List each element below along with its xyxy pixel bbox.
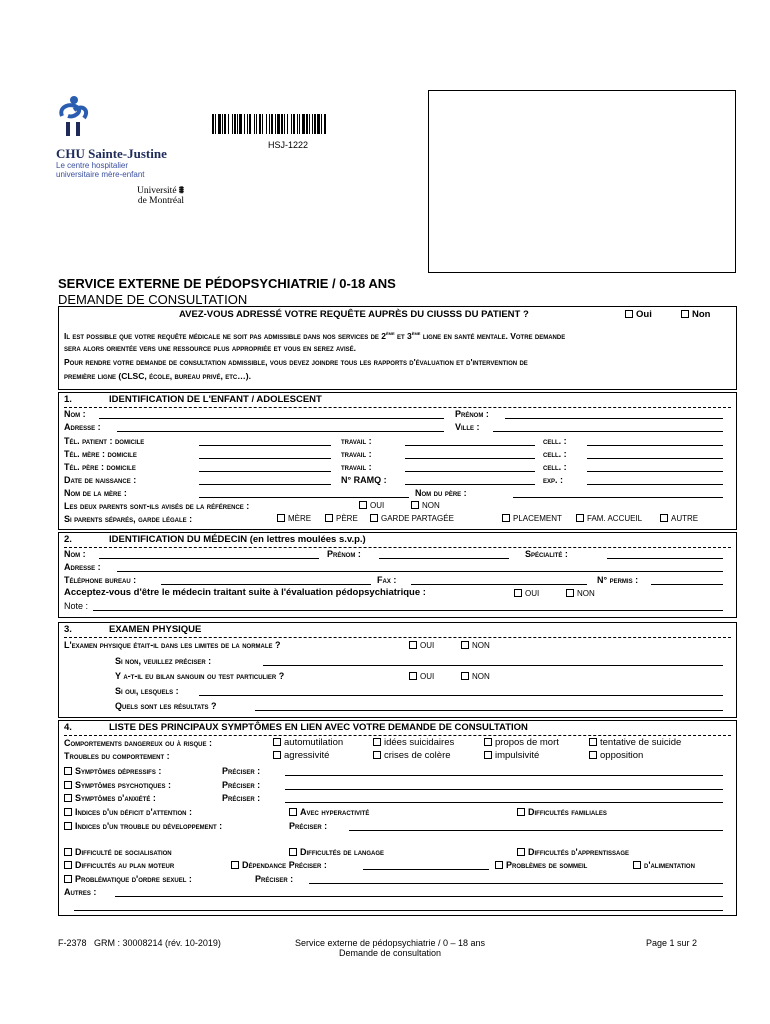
intro-paragraph2-line2: première ligne (CLSC, école, bureau privé, etc…).	[64, 371, 251, 381]
checkbox[interactable]	[64, 822, 72, 830]
autres-label: Autres :	[64, 887, 97, 897]
child-adresse-field[interactable]	[117, 431, 444, 432]
tel-mere-cell-label: cell. :	[543, 449, 567, 459]
exam-preciser-field[interactable]	[263, 665, 723, 666]
checkbox[interactable]	[517, 848, 525, 856]
barcode-bar	[249, 114, 251, 134]
checkbox[interactable]	[289, 848, 297, 856]
checkbox[interactable]	[231, 861, 239, 869]
checkbox[interactable]	[625, 310, 633, 318]
checkbox[interactable]	[373, 751, 381, 759]
barcode-bar	[312, 114, 313, 134]
doctor-tel-label: Téléphone bureau :	[64, 575, 137, 585]
bilan-resultats-field[interactable]	[255, 710, 723, 711]
checkbox[interactable]	[589, 751, 597, 759]
medecin-traitant-non[interactable]: NON	[566, 589, 595, 599]
section-divider	[64, 407, 731, 408]
barcode-bar	[215, 114, 216, 134]
doctor-specialite-label: Spécialité :	[525, 549, 568, 559]
section-divider	[64, 735, 731, 736]
garde-fam-accueil[interactable]: FAM. ACCUEIL	[576, 514, 642, 524]
ciusss-oui-option[interactable]: Oui	[625, 310, 652, 320]
barcode-bar	[237, 114, 238, 134]
barcode-bar	[314, 114, 316, 134]
checkbox[interactable]	[514, 589, 522, 597]
footer-title-line1: Service externe de pédopsychiatrie / 0 – 18 ans	[294, 938, 486, 948]
barcode-bar	[309, 114, 310, 134]
barcode-bar	[222, 114, 223, 134]
checkbox[interactable]	[461, 641, 469, 649]
section3-number: 3.	[64, 624, 72, 635]
exp-field[interactable]	[587, 484, 723, 485]
doctor-adresse-field[interactable]	[117, 571, 723, 572]
section1-number: 1.	[64, 394, 72, 405]
section2-number: 2.	[64, 534, 72, 545]
chu-logo-icon	[56, 92, 96, 144]
barcode-bar	[317, 114, 320, 134]
checkbox[interactable]	[566, 589, 574, 597]
alimentation-option[interactable]: d'alimentation	[633, 860, 695, 870]
barcode-bar	[269, 114, 270, 134]
checkbox[interactable]	[411, 501, 419, 509]
tel-pere-travail-label: travail :	[341, 462, 372, 472]
footer-form-number: F-2378 GRM : 30008214 (rév. 10-2019)	[58, 938, 221, 948]
checkbox[interactable]	[273, 738, 281, 746]
parents-avises-oui[interactable]: OUI	[359, 501, 384, 511]
tel-patient-travail-field[interactable]	[405, 445, 535, 446]
nom-pere-label: Nom du père :	[415, 488, 467, 498]
tel-pere-cell-field[interactable]	[587, 471, 723, 472]
tel-patient-label: Tél. patient : domicile	[64, 436, 145, 446]
autres-field-line1[interactable]	[115, 896, 723, 897]
dependance-preciser-field[interactable]	[363, 869, 489, 870]
barcode-bar	[275, 114, 276, 134]
doctor-permis-label: N° permis :	[597, 575, 639, 585]
child-prenom-field[interactable]	[505, 418, 723, 419]
socialisation-option[interactable]: Difficulté de socialisation	[64, 847, 172, 857]
depressifs-preciser-field[interactable]	[285, 775, 723, 776]
exam-normal-question: L'examen physique était-il dans les limites de la normale ?	[64, 640, 281, 650]
barcode-bar	[281, 114, 283, 134]
tel-pere-label: Tél. père : domicile	[64, 462, 136, 472]
form-code: HSJ-1222	[268, 140, 309, 150]
child-ville-label: Ville :	[455, 422, 480, 432]
dependance-option[interactable]: Dépendance Préciser :	[231, 860, 327, 870]
checkbox[interactable]	[409, 641, 417, 649]
psychotiques-preciser-label: Préciser :	[222, 780, 261, 790]
doctor-fax-label: Fax :	[377, 575, 397, 585]
barcode-bar	[232, 114, 233, 134]
barcode-bar	[262, 114, 263, 134]
sexuel-preciser-field[interactable]	[309, 883, 723, 884]
intro-section	[58, 306, 737, 390]
checkbox[interactable]	[461, 672, 469, 680]
ramq-label: N° RAMQ :	[341, 475, 387, 485]
garde-legale-label: Si parents séparés, garde légale :	[64, 514, 193, 524]
depressifs-option[interactable]: Symptômes dépressifs :	[64, 766, 161, 776]
checkbox[interactable]	[502, 514, 510, 522]
barcode-bar	[234, 114, 236, 134]
barcode-bar	[321, 114, 322, 134]
tentative-suicide-option[interactable]: tentative de suicide	[589, 738, 681, 748]
barcode-bar	[218, 114, 221, 134]
section4-number: 4.	[64, 722, 72, 733]
bilan-lesquels-field[interactable]	[199, 695, 723, 696]
chu-subtitle-line2: universitaire mère-enfant	[56, 170, 145, 179]
section-divider	[64, 547, 731, 548]
bilan-oui[interactable]: OUI	[409, 672, 434, 682]
barcode-bar	[271, 114, 273, 134]
tel-patient-travail-label: travail :	[341, 436, 372, 446]
barcode-bar	[277, 114, 280, 134]
deficit-attention-option[interactable]: Indices d'un déficit d'attention :	[64, 807, 192, 817]
checkbox[interactable]	[64, 875, 72, 883]
barcode-bar	[287, 114, 288, 134]
page-subtitle: DEMANDE DE CONSULTATION	[58, 292, 248, 307]
doctor-specialite-field[interactable]	[607, 558, 723, 559]
udem-logo	[110, 186, 184, 206]
checkbox[interactable]	[64, 794, 72, 802]
tel-patient-cell-field[interactable]	[587, 445, 723, 446]
tel-pere-cell-label: cell. :	[543, 462, 567, 472]
bilan-question: Y a-t-il eu bilan sanguin ou test particulier ?	[115, 671, 285, 681]
checkbox[interactable]	[495, 861, 503, 869]
troubles-comportement-label: Troubles du comportement :	[64, 751, 170, 761]
exam-normal-oui[interactable]: OUI	[409, 641, 434, 651]
garde-mere[interactable]: MÈRE	[277, 514, 311, 524]
barcode-bar	[256, 114, 257, 134]
checkbox[interactable]	[64, 808, 72, 816]
child-nom-field[interactable]	[99, 418, 444, 419]
difficultes-familiales-option[interactable]: Difficultés familiales	[517, 807, 607, 817]
apprentissage-option[interactable]: Difficultés d'apprentissage	[517, 847, 629, 857]
garde-partagee[interactable]: GARDE PARTAGÉE	[370, 514, 454, 524]
barcode-bar	[297, 114, 298, 134]
chu-name: CHU Sainte-Justine	[56, 146, 167, 161]
bilan-resultats-label: Quels sont les résultats ?	[115, 701, 217, 711]
garde-autre[interactable]: AUTRE	[660, 514, 698, 524]
medecin-traitant-oui[interactable]: OUI	[514, 589, 539, 599]
hyperactivite-option[interactable]: Avec hyperactivité	[289, 807, 369, 817]
impulsivite-option[interactable]: impulsivité	[484, 751, 539, 761]
barcode-bar	[239, 114, 242, 134]
sexuel-preciser-label: Préciser :	[255, 874, 294, 884]
checkbox[interactable]	[589, 738, 597, 746]
bilan-lesquels-label: Si oui, lesquels :	[115, 686, 179, 696]
idees-suicidaires-option[interactable]: idées suicidaires	[373, 738, 454, 748]
tel-patient-cell-label: cell. :	[543, 436, 567, 446]
tel-mere-domicile-field[interactable]	[199, 458, 331, 459]
nom-mere-label: Nom de la mère :	[64, 488, 127, 498]
section2-title: IDENTIFICATION DU MÉDECIN (en lettres moulées s.v.p.)	[109, 534, 366, 545]
section-symptoms	[58, 720, 737, 916]
intro-paragraph1-line2: sera alors orientée vers une ressource plus appropriée et vous en serez avisé.	[64, 343, 356, 353]
trouble-developpement-option[interactable]: Indices d'un trouble du développement :	[64, 821, 222, 831]
udem-line2: de Montréal	[137, 196, 184, 206]
intro-paragraph2-line1: Pour rendre votre demande de consultation admissible, vous devez joindre tous les rapports d'évaluation et d'intervention de	[64, 357, 528, 367]
chu-subtitle	[56, 161, 144, 179]
child-prenom-label: Prénom :	[455, 409, 489, 419]
psychotiques-option[interactable]: Symptômes psychotiques :	[64, 780, 171, 790]
checkbox[interactable]	[517, 808, 525, 816]
medecin-traitant-question: Acceptez-vous d'être le médecin traitant suite à l'évaluation pédopsychiatrique :	[64, 587, 426, 598]
checkbox[interactable]	[359, 501, 367, 509]
doctor-prenom-field[interactable]	[379, 558, 509, 559]
tel-mere-label: Tél. mère : domicile	[64, 449, 137, 459]
barcode-bar	[254, 114, 255, 134]
checkbox[interactable]	[484, 738, 492, 746]
garde-placement[interactable]: PLACEMENT	[502, 514, 562, 524]
barcode-bar	[259, 114, 261, 134]
footer-title	[280, 938, 500, 958]
barcode-bar	[306, 114, 308, 134]
patient-label-box	[428, 90, 736, 273]
garde-pere[interactable]: PÈRE	[325, 514, 358, 524]
parents-avises-label: Les deux parents sont-ils avisés de la référence :	[64, 501, 250, 511]
doctor-note-field[interactable]	[93, 610, 723, 611]
section-child-identification	[58, 392, 737, 530]
doctor-permis-field[interactable]	[651, 584, 723, 585]
barcode-bar	[244, 114, 245, 134]
developpement-preciser-field[interactable]	[349, 830, 723, 831]
nom-pere-field[interactable]	[513, 497, 723, 498]
exam-normal-non[interactable]: NON	[461, 641, 490, 651]
plan-moteur-option[interactable]: Difficultés au plan moteur	[64, 860, 174, 870]
child-ville-field[interactable]	[493, 431, 723, 432]
anxiete-preciser-field[interactable]	[285, 802, 723, 803]
checkbox[interactable]	[325, 514, 333, 522]
barcode-bar	[299, 114, 300, 134]
footer-title-line2: Demande de consultation	[338, 948, 442, 958]
opposition-option[interactable]: opposition	[589, 751, 643, 761]
automutilation-option[interactable]: automutilation	[273, 738, 343, 748]
barcode-bar	[247, 114, 248, 134]
ciusss-non-option[interactable]: Non	[681, 310, 710, 320]
checkbox[interactable]	[633, 861, 641, 869]
child-nom-label: Nom :	[64, 409, 86, 419]
tel-mere-travail-label: travail :	[341, 449, 372, 459]
tel-mere-cell-field[interactable]	[587, 458, 723, 459]
depressifs-preciser-label: Préciser :	[222, 766, 261, 776]
barcode-bar	[228, 114, 229, 134]
barcode-bar	[293, 114, 295, 134]
anxiete-option[interactable]: Symptômes d'anxiété :	[64, 793, 156, 803]
ordre-sexuel-option[interactable]: Problématique d'ordre sexuel :	[64, 874, 192, 884]
tel-patient-domicile-field[interactable]	[199, 445, 331, 446]
checkbox[interactable]	[64, 848, 72, 856]
propos-mort-option[interactable]: propos de mort	[484, 738, 559, 748]
section-divider	[64, 637, 731, 638]
ramq-field[interactable]	[405, 484, 535, 485]
doctor-prenom-label: Prénom :	[327, 549, 361, 559]
ddn-label: Date de naissance :	[64, 475, 137, 485]
section3-title: EXAMEN PHYSIQUE	[109, 624, 202, 635]
checkbox[interactable]	[64, 781, 72, 789]
tel-pere-domicile-field[interactable]	[199, 471, 331, 472]
checkbox[interactable]	[681, 310, 689, 318]
section-doctor-identification	[58, 532, 737, 618]
tel-pere-travail-field[interactable]	[405, 471, 535, 472]
checkbox[interactable]	[64, 767, 72, 775]
checkbox[interactable]	[484, 751, 492, 759]
ddn-field[interactable]	[199, 484, 331, 485]
langage-option[interactable]: Difficultés de langage	[289, 847, 384, 857]
barcode-bar	[266, 114, 267, 134]
bilan-non[interactable]: NON	[461, 672, 490, 682]
doctor-adresse-label: Adresse :	[64, 562, 101, 572]
doctor-nom-field[interactable]	[99, 558, 319, 559]
doctor-fax-field[interactable]	[411, 584, 587, 585]
exam-preciser-label: Si non, veuillez préciser :	[115, 656, 212, 666]
section-physical-exam	[58, 622, 737, 718]
agressivite-option[interactable]: agressivité	[273, 751, 329, 761]
checkbox[interactable]	[64, 861, 72, 869]
anxiete-preciser-label: Préciser :	[222, 793, 261, 803]
child-adresse-label: Adresse :	[64, 422, 101, 432]
udem-line1: Université ⩩	[136, 186, 184, 196]
developpement-preciser-label: Préciser :	[289, 821, 328, 831]
checkbox[interactable]	[373, 738, 381, 746]
section4-title: LISTE DES PRINCIPAUX SYMPTÔMES EN LIEN AVEC VOTRE DEMANDE DE CONSULTATION	[109, 722, 528, 733]
chu-subtitle-line1: Le centre hospitalier	[56, 161, 129, 170]
checkbox[interactable]	[289, 808, 297, 816]
checkbox[interactable]	[409, 672, 417, 680]
doctor-tel-field[interactable]	[161, 584, 371, 585]
psychotiques-preciser-field[interactable]	[285, 789, 723, 790]
intro-paragraph1-line1: Il est possible que votre requête médicale ne soit pas admissible dans nos services de 2ème et 3ème ligne en santé mentale. Votre demande	[64, 330, 566, 341]
doctor-nom-label: Nom :	[64, 549, 86, 559]
barcode-bar	[324, 114, 326, 134]
nom-mere-field[interactable]	[199, 497, 409, 498]
barcode-bar	[224, 114, 226, 134]
sommeil-option[interactable]: Problèmes de sommeil	[495, 860, 587, 870]
section1-title: IDENTIFICATION DE L'ENFANT / ADOLESCENT	[109, 394, 322, 405]
barcode	[212, 114, 374, 134]
checkbox[interactable]	[576, 514, 584, 522]
barcode-bar	[212, 114, 214, 134]
crises-colere-option[interactable]: crises de colère	[373, 751, 451, 761]
ciusss-question: AVEZ-VOUS ADRESSÉ VOTRE REQUÊTE AUPRÈS DU CIUSSS DU PATIENT ?	[179, 309, 529, 320]
checkbox[interactable]	[277, 514, 285, 522]
footer-page-number: Page 1 sur 2	[646, 938, 698, 948]
parents-avises-non[interactable]: NON	[411, 501, 440, 511]
checkbox[interactable]	[370, 514, 378, 522]
exp-label: exp. :	[543, 475, 564, 485]
page-title: SERVICE EXTERNE DE PÉDOPSYCHIATRIE / 0-18 ANS	[58, 276, 396, 291]
doctor-note-label: Note :	[64, 601, 89, 611]
comportements-risque-label: Comportements dangereux ou à risque :	[64, 738, 213, 748]
tel-mere-travail-field[interactable]	[405, 458, 535, 459]
barcode-bar	[302, 114, 305, 134]
barcode-bar	[291, 114, 292, 134]
checkbox[interactable]	[273, 751, 281, 759]
autres-field-line2[interactable]	[74, 910, 723, 911]
checkbox[interactable]	[660, 514, 668, 522]
barcode-bar	[284, 114, 285, 134]
